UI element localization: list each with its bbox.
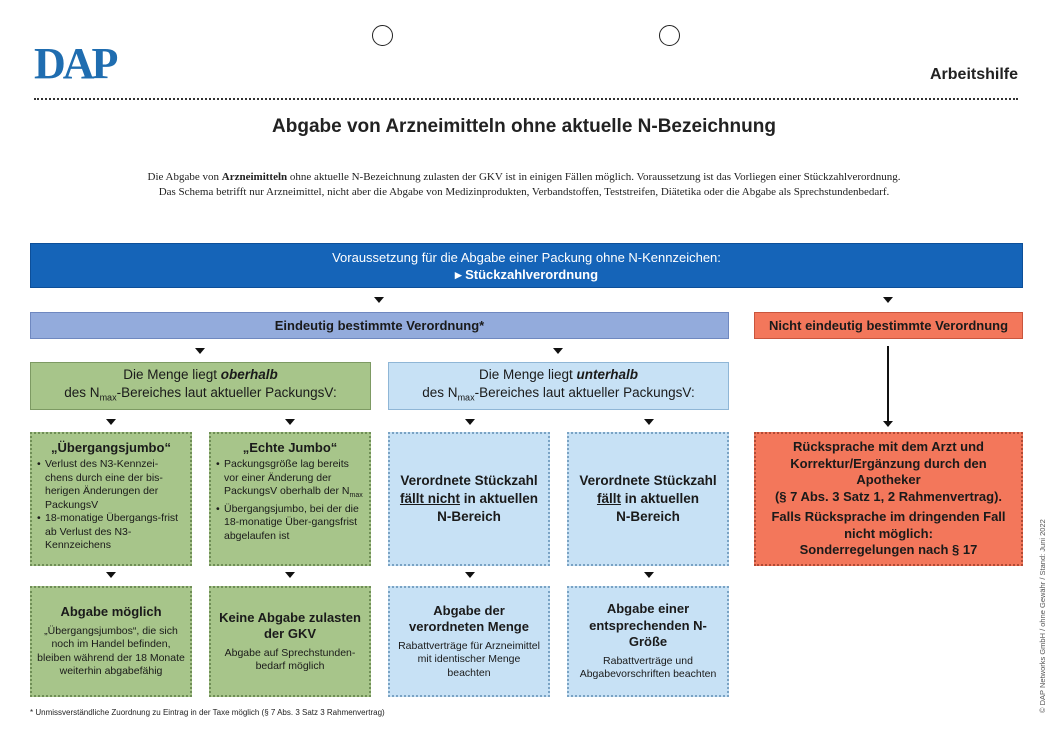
quantity-below-line-2-pre: des N (422, 384, 458, 400)
quantity-above-line-2-pre: des N (64, 384, 100, 400)
connector-line (887, 346, 889, 422)
quantity-above-emphasis: oberhalb (220, 366, 278, 382)
result-no-dispensing (209, 586, 371, 697)
arrow-down-icon (644, 419, 654, 425)
result-title: Abgabe einer entsprechenden N-Größe (589, 601, 707, 650)
consultation-text-1: Rücksprache mit dem Arzt und Korrektur/Ergänzung durch den Apotheker (790, 439, 987, 488)
real-jumbo-title: „Echte Jumbo“ (242, 440, 338, 455)
punch-hole-right (659, 25, 680, 46)
quantity-below-line-2 (422, 384, 694, 407)
result-matching-n-size (567, 586, 729, 697)
result-title: Keine Abgabe zulasten der GKV (219, 609, 361, 641)
prerequisite-box (30, 243, 1023, 288)
list-item: • Übergangsjumbo, bei der die 18-monatige Über-gangsfrist abgelaufen ist (216, 503, 364, 544)
in-range-line-3: N-Bereich (616, 509, 680, 524)
in-range-line-1: Verordnete Stückzahl (579, 473, 717, 488)
consultation-text-2: Falls Rücksprache im dringenden Fall nicht möglich: (771, 509, 1006, 541)
intro-line-1-pre: Die Abgabe von (147, 171, 222, 183)
dap-logo: DAP (34, 39, 116, 88)
result-text: Rabattverträge und Abgabevorschriften beachten (579, 654, 717, 681)
real-jumbo-card (209, 432, 371, 566)
header-divider (34, 98, 1018, 100)
in-range-card (567, 432, 729, 566)
intro-line-2: Das Schema betrifft nur Arzneimittel, nicht aber die Abgabe von Medizinprodukten, Verbandstoffen, Teststreifen, Diätetika oder die Abgabe als Sprechstundenbedarf. (158, 186, 890, 198)
page-title: Abgabe von Arzneimitteln ohne aktuelle N-Bezeichnung (272, 116, 776, 137)
in-range-line-2-rest: in aktuellen (620, 491, 700, 506)
intro-text (60, 170, 988, 200)
list-item: • Verlust des N3-Kennzei-chens durch eine der bis-herigen Änderungen der PackungsV (37, 458, 185, 512)
consultation-text-1b: (§ 7 Abs. 3 Satz 1, 2 Rahmenvertrag). (774, 488, 1003, 504)
result-title: Abgabe der verordneten Menge (409, 602, 529, 635)
quantity-below-line-2-post: -Bereiches laut aktueller PackungsV: (474, 384, 695, 400)
arrow-down-icon (465, 419, 475, 425)
arrow-down-icon (285, 419, 295, 425)
arrow-down-icon (553, 348, 563, 354)
transition-jumbo-title: „Übergangsjumbo“ (51, 440, 171, 455)
quantity-below-box (388, 362, 729, 410)
quantity-above-line-2 (64, 384, 336, 407)
footnote: * Unmissverständliche Zuordnung zu Eintrag in der Taxe möglich (§ 7 Abs. 3 Satz 3 Rahmenvertrag) (30, 708, 385, 717)
transition-jumbo-list (37, 458, 185, 553)
not-in-range-line-2-rest: in aktuellen (459, 491, 539, 506)
result-prescribed-quantity (388, 586, 550, 697)
prerequisite-line-1: Voraussetzung für die Abgabe einer Packung ohne N-Kennzeichen: (332, 249, 721, 265)
quantity-above-box (30, 362, 371, 410)
intro-line-1-bold: Arzneimitteln (221, 171, 288, 183)
list-item (216, 458, 364, 503)
consultation-card (754, 432, 1023, 566)
result-text: „Übergangsjumbos“, die sich noch im Handel befinden, bleiben während der 18 Monate weiterhin abgabefähig (37, 624, 185, 678)
quantity-above-line-1 (123, 366, 278, 384)
not-in-range-card (388, 432, 550, 566)
result-text: Rabattverträge für Arzneimittel mit identischer Menge beachten (398, 639, 540, 679)
copyright-note: © DAP Networks GmbH / ohne Gewähr / Stand: Juni 2022 (1038, 519, 1047, 713)
intro-line-1 (60, 170, 988, 185)
quantity-below-emphasis: unterhalb (576, 366, 639, 382)
result-text: Abgabe auf Sprechstunden-bedarf möglich (224, 646, 356, 672)
real-jumbo-list (216, 458, 364, 543)
quantity-above-line-2-post: -Bereiches laut aktueller PackungsV: (116, 384, 337, 400)
arrow-down-icon (883, 297, 893, 303)
arrow-down-icon (644, 572, 654, 578)
intro-line-1-post: ohne aktuelle N-Bezeichnung zulasten der GKV ist in einigen Fällen möglich. Voraussetzung ist das Vorliegen einer Stückzahlverordnung. (287, 171, 901, 183)
not-in-range-line-2 (400, 490, 538, 508)
in-range-underline: fällt (596, 491, 621, 506)
arrow-down-icon (106, 572, 116, 578)
not-in-range-underline: fällt nicht (399, 491, 460, 506)
not-in-range-line-1: Verordnete Stückzahl (400, 473, 538, 488)
arrow-down-icon (374, 297, 384, 303)
list-item-subscript: max (349, 492, 363, 500)
arrow-down-icon (465, 572, 475, 578)
quantity-above-pre: Die Menge liegt (123, 366, 221, 382)
result-title: Abgabe möglich (60, 604, 162, 620)
quantity-below-pre: Die Menge liegt (478, 366, 577, 382)
list-item: • 18-monatige Übergangs-frist ab Verlust des N3-Kennzeichens (37, 512, 185, 553)
prerequisite-line-2: ▸ Stückzahlverordnung (454, 266, 599, 282)
quantity-below-subscript: max (457, 392, 475, 403)
not-in-range-line-3: N-Bereich (437, 509, 501, 524)
arrow-down-icon (106, 419, 116, 425)
list-item-text: Packungsgröße lag bereits vor einer Änderung der PackungsV oberhalb der N (224, 458, 350, 497)
punch-hole-left (372, 25, 393, 46)
consultation-text-3: Sonderregelungen nach § 17 (799, 542, 978, 558)
result-dispensing-possible (30, 586, 192, 697)
clearly-defined-prescription-box: Eindeutig bestimmte Verordnung* (30, 312, 729, 339)
not-clearly-defined-prescription-box: Nicht eindeutig bestimmte Verordnung (754, 312, 1023, 339)
arrow-down-icon (195, 348, 205, 354)
quantity-above-subscript: max (99, 392, 117, 403)
quantity-below-line-1 (479, 366, 638, 384)
in-range-line-2 (597, 490, 699, 508)
arrow-down-icon (285, 572, 295, 578)
document-type-label: Arbeitshilfe (929, 66, 1018, 83)
arrow-down-icon (883, 421, 893, 427)
transition-jumbo-card (30, 432, 192, 566)
